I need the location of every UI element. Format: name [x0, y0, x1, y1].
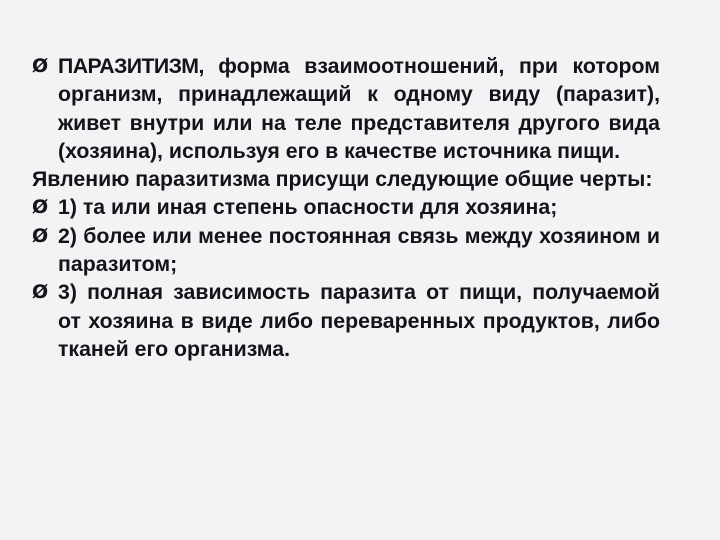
feature-item-2	[32, 222, 660, 279]
feature-item-3	[32, 278, 660, 363]
bullet-arrow-icon: Ø	[32, 196, 49, 219]
bullet-arrow-icon: Ø	[32, 224, 49, 247]
bullet-arrow-icon: Ø	[32, 281, 49, 304]
feature-text: 2) более или менее постоянная связь между хозяином и паразитом;	[58, 223, 660, 277]
definition-term: ПАРАЗИТИЗМ,	[58, 54, 204, 78]
feature-item-1	[32, 193, 660, 221]
intro-text: Явлению паразитизма присущи следующие общие черты:	[32, 167, 653, 192]
feature-text: 3) полная зависимость паразита от пищи, получаемой от хозяина в виде либо переваренных продуктов, либо тканей его организма.	[58, 280, 660, 361]
slide-body-text	[32, 52, 660, 363]
definition-paragraph	[32, 52, 660, 165]
feature-text: 1) та или иная степень опасности для хозяина;	[58, 195, 558, 220]
intro-paragraph	[32, 165, 660, 193]
definition-text: форма взаимоотношений, при котором организм, принадлежащий к одному виду (паразит), живет внутри или на теле представителя другого вида (хозяина), используя его в качестве источника пищи.	[58, 54, 660, 163]
bullet-arrow-icon: Ø	[32, 55, 49, 77]
